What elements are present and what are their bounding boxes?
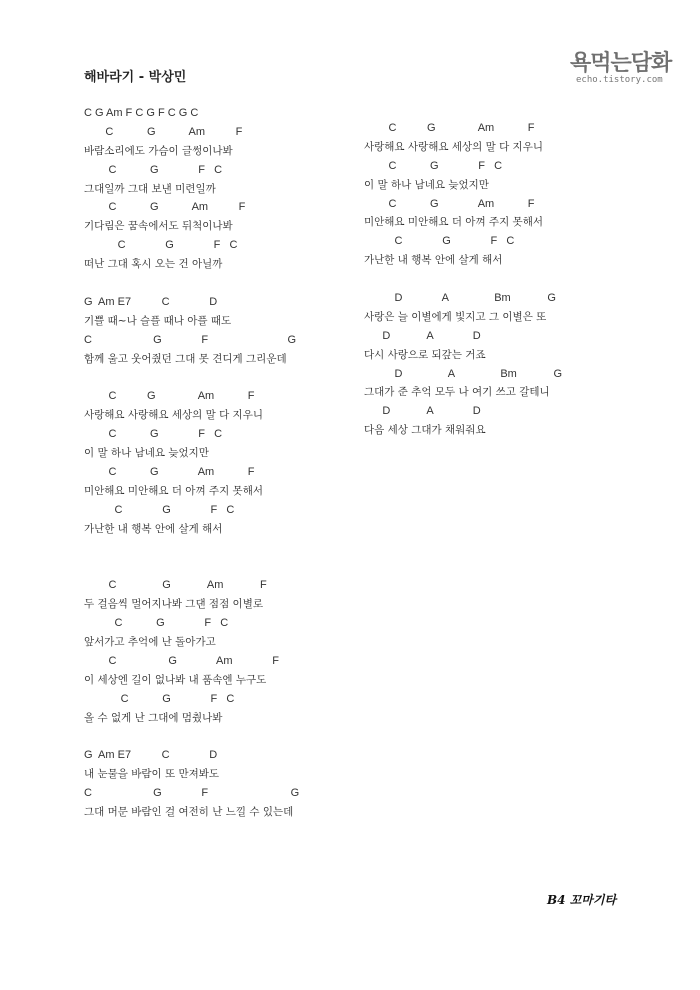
lyric-line: 사랑해요 사랑해요 세상의 말 다 지우니 (84, 409, 263, 422)
blank-line (364, 270, 664, 289)
chord-line: C G Am F (84, 125, 243, 138)
lyric-line: 가난한 내 행복 안에 살게 해서 (84, 522, 223, 535)
lyric-line: 두 걸음씩 멀어지나봐 그댄 점점 이별로 (84, 598, 263, 611)
logo-url: echo.tistory.com (576, 75, 663, 85)
logo-text: 욕먹는담화 (570, 51, 672, 76)
lyric-line: 이 세상엔 길이 없나봐 내 품속엔 누구도 (84, 673, 267, 686)
lyric-line: 미안해요 미안해요 더 아껴 주지 못해서 (364, 216, 543, 229)
chord-line: C G F C (84, 428, 223, 441)
chord-line: C G F C (84, 617, 229, 630)
blank-line (84, 538, 364, 557)
chord-line: C G Am F (84, 579, 267, 592)
lyric-line: 이 말 하나 남네요 늦었지만 (364, 178, 489, 191)
lyric-line: 내 눈물을 바람이 또 만져봐도 (84, 768, 220, 781)
lyric-line: 기다림은 꿈속에서도 뒤척이나봐 (84, 220, 233, 233)
blank-line (84, 274, 364, 293)
signature: B4 꼬마기타 (547, 893, 617, 907)
chord-line: D A Bm G (364, 367, 563, 380)
watermark-logo (570, 51, 672, 93)
lyric-line: 가난한 내 행복 안에 살게 해서 (364, 254, 503, 267)
blank-line (84, 557, 364, 576)
chord-line: C G Am F (364, 122, 535, 134)
chord-line: C G F C (84, 163, 223, 176)
lyric-line: 사랑은 늘 이별에게 빛지고 그 이별은 또 (364, 310, 547, 323)
song-title: 해바라기 - 박상민 (84, 70, 187, 85)
chord-line: C G F G (84, 333, 297, 346)
blank-line (84, 368, 364, 387)
lyric-line: 함께 울고 웃어줬던 그대 못 견디게 그리운데 (84, 352, 287, 365)
lyric-line: 그대가 준 추억 모두 나 여기 쓰고 갈테니 (364, 386, 550, 399)
blank-line (84, 727, 364, 746)
chord-line: C G F C (364, 159, 503, 172)
chord-line: C G F C (84, 692, 235, 705)
chord-line: C G Am F (84, 390, 255, 403)
lyric-line: 기쁠 때~나 슬플 때나 아플 때도 (84, 314, 232, 327)
chord-line: G Am E7 C D (84, 295, 218, 308)
lyric-line: 미안해요 미안해요 더 아껴 주지 못해서 (84, 484, 263, 497)
chord-line: C G Am F (84, 465, 255, 478)
lyric-line: 사랑해요 사랑해요 세상의 말 다 지우니 (364, 140, 543, 153)
chord-line: C G F C (84, 503, 235, 516)
right-column (364, 119, 664, 440)
lyric-line: 이 말 하나 남네요 늦었지만 (84, 447, 209, 460)
chord-line: C G F C (84, 239, 238, 252)
chord-line: C G F C (364, 235, 515, 248)
chord-line: D A D (364, 329, 481, 342)
lyric-line: 앞서가고 추억에 난 돌아가고 (84, 635, 216, 648)
lyric-line: 다시 사랑으로 되갚는 거죠 (364, 348, 486, 361)
chord-line: C G Am F (84, 201, 246, 214)
lyric-line: 바람소리에도 가슴이 글썽이나봐 (84, 144, 233, 157)
lyric-line: 그대일까 그대 보낸 미련일까 (84, 182, 216, 195)
chord-line: D A D (364, 405, 481, 418)
chord-line: C G Am F (364, 197, 535, 210)
lyric-line: 올 수 없게 난 그대에 멈췄나봐 (84, 711, 223, 724)
left-column (84, 104, 364, 822)
chord-line: C G F G (84, 787, 300, 800)
chord-line: G Am E7 C D (84, 749, 218, 762)
lyric-line: 다음 세상 그대가 채워줘요 (364, 424, 486, 437)
lyric-line: 떠난 그대 혹시 오는 건 아닐까 (84, 258, 223, 271)
chord-line: C G Am F C G F C G C (84, 107, 199, 119)
chord-line: D A Bm G (364, 292, 556, 305)
chord-line: C G Am F (84, 654, 279, 667)
lyric-line: 그대 머문 바람인 걸 여전히 난 느낄 수 있는데 (84, 805, 294, 818)
